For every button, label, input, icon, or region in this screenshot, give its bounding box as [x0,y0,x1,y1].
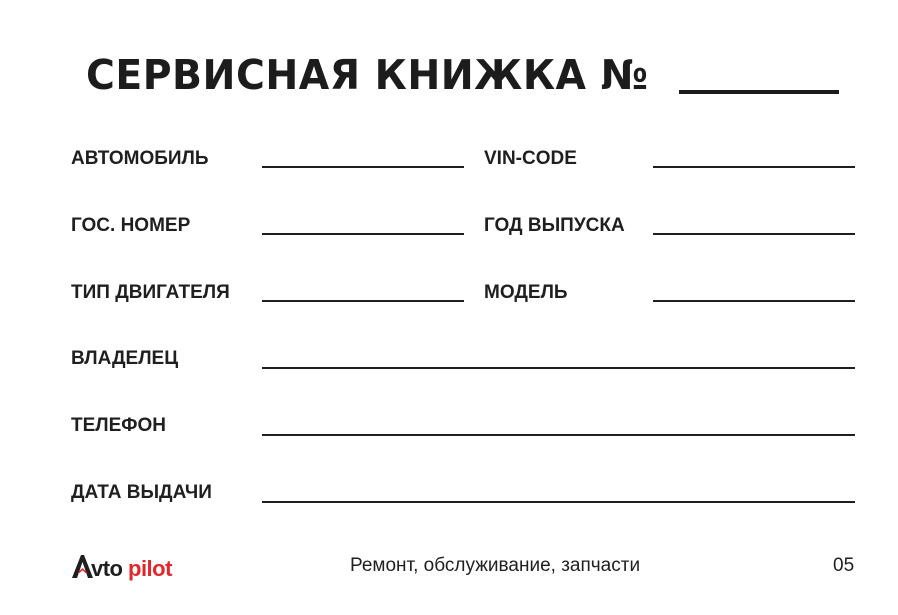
phone-label: ТЕЛЕФОН [71,415,166,436]
year-field-line[interactable] [653,233,855,235]
logo-text-vto: vto [91,556,123,581]
owner-field-line[interactable] [262,367,855,369]
engine-field-line[interactable] [262,300,464,302]
issue-date-label: ДАТА ВЫДАЧИ [71,482,212,503]
car-label: АВТОМОБИЛЬ [71,148,209,169]
logo-text-pilot: pilot [128,556,172,581]
model-label: МОДЕЛЬ [484,282,568,303]
phone-field-line[interactable] [262,434,855,436]
footer-tagline: Ремонт, обслуживание, запчасти [350,555,641,576]
owner-label: ВЛАДЕЛЕЦ [71,348,179,369]
page-title: СЕРВИСНАЯ КНИЖКА № [86,51,649,99]
issue-date-field-line[interactable] [262,501,855,503]
vin-label: VIN-CODE [484,148,577,169]
page-number: 05 [833,555,855,576]
plate-label: ГОС. НОМЕР [71,215,191,236]
year-label: ГОД ВЫПУСКА [484,215,625,236]
avtopilot-logo [70,551,182,581]
engine-label: ТИП ДВИГАТЕЛЯ [71,282,230,303]
book-number-line[interactable] [679,90,839,94]
model-field-line[interactable] [653,300,855,302]
plate-field-line[interactable] [262,233,464,235]
vin-field-line[interactable] [653,166,855,168]
car-field-line[interactable] [262,166,464,168]
